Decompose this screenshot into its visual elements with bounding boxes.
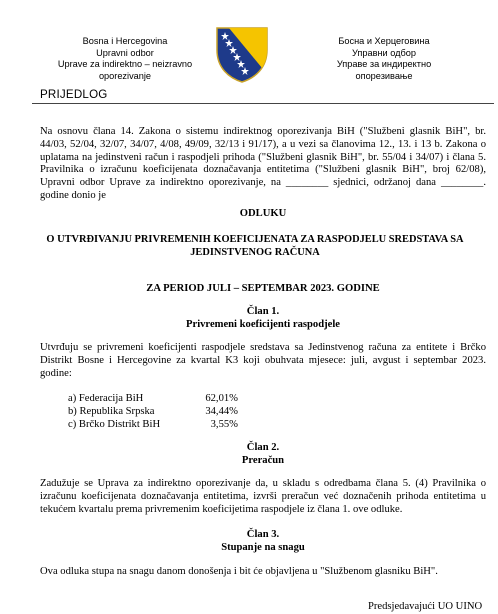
article1-line: Utvrđuju se privremeni koeficijenti raspodjele sredstava sa Jedinstvenog računa za entitete i Brčko: [40, 342, 486, 353]
coefficient-label: c) Brčko Distrikt BiH: [68, 419, 161, 430]
article2-line: izračunu koeficijenata doznačavanja entitetima, izvrši preračun već doznačenih prihoda entitetima u: [40, 490, 486, 502]
article1-heading: Član 1.: [246, 306, 280, 317]
intro-line: 44/03, 52/04, 32/07, 34/07, 4/08, 49/09, 32/13 i 91/17), a u vezi sa članovima 12., 13. i 13 b. Zakona o: [40, 138, 486, 150]
coat-of-arms-icon: [213, 26, 271, 84]
intro-line: uplatama na jedinstveni račun i raspodjeli prihoda ("Službeni glasnik BiH", br. 55/04 i 34/07) i člana 5.: [40, 151, 486, 163]
header-left-line: oporezivanje: [98, 70, 152, 81]
decision-subtitle-line: JEDINSTVENOG RAČUNA: [190, 246, 320, 258]
article2-text: [40, 478, 486, 516]
header-right: [314, 36, 454, 82]
coefficient-label: b) Republika Srpska: [68, 406, 155, 417]
article1-line: Distrikt Bosne i Hercegovine za kvartal K3 koji obuhvata mjesece: juli, avgust i septembar 2023.: [40, 354, 486, 366]
intro-line: Upravni odbor Uprave za indirektno oporezivanje, na ________ sjednici, održanoj dana ________.: [40, 177, 486, 189]
intro-line: godine donio je: [40, 189, 106, 201]
coefficient-label: a) Federacija BiH: [68, 393, 144, 404]
decision-period: ZA PERIOD JULI – SEPTEMBAR 2023. GODINE: [146, 283, 380, 294]
article2-line: tekućem kvartalu prema privremenim koeficijetima raspodjele iz člana 1. ove odluke.: [40, 503, 403, 515]
article1-subheading: Privremeni koeficijenti raspodjele: [186, 319, 340, 330]
proposal-label: PRIJEDLOG: [40, 88, 108, 101]
signature-label: Predsjedavajući UO UINO: [368, 601, 483, 612]
decision-subtitle-line: O UTVRĐIVANJU PRIVREMENIH KOEFICIJENATA ZA RASPODJELU SREDSTAVA SA: [46, 234, 464, 245]
article2-subheading: Preračun: [241, 455, 285, 466]
coefficient-value: 62,01%: [205, 393, 238, 404]
coefficient-value: 34,44%: [205, 406, 238, 417]
header-left: [46, 36, 204, 82]
header-right-line: Босна и Херцеговина: [338, 36, 430, 46]
intro-line: Pravilnika o izračunu koeficijenata doznačavanja entitetima ("Službeni glasnik BiH", broj 62/08),: [40, 164, 486, 176]
article2-line: Zadužuje se Uprava za indirektno oporezivanje da, u skladu s odredbama člana 5. (4) Pravilnika o: [40, 478, 486, 489]
article3-heading: Član 3.: [246, 529, 280, 540]
header-right-line: Управни одбор: [351, 47, 416, 58]
header-right-line: Управе за индиректно опорезивање: [336, 59, 432, 81]
article3-subheading: Stupanje na snagu: [221, 542, 305, 553]
article2-heading: Član 2.: [246, 442, 280, 453]
header-divider: [32, 103, 494, 104]
article3-text: Ova odluka stupa na snagu danom donošenja i bit će objavljena u "Službenom glasniku BiH".: [40, 566, 438, 577]
article1-line: godine:: [40, 367, 72, 379]
intro-paragraph: [40, 126, 486, 203]
header-left-line: Bosna i Hercegovina: [82, 36, 168, 46]
decision-title: ODLUKU: [239, 208, 287, 219]
coefficient-value: 3,55%: [210, 419, 238, 430]
article1-text: [40, 342, 486, 380]
decision-subtitle: [20, 234, 490, 260]
header-left-line: Uprave za indirektno – neizravno: [57, 59, 193, 69]
intro-line: Na osnovu člana 14. Zakona o sistemu indirektnog oporezivanja BiH ("Službeni glasnik BiH", br.: [40, 126, 486, 137]
header-left-line: Upravni odbor: [96, 47, 154, 58]
